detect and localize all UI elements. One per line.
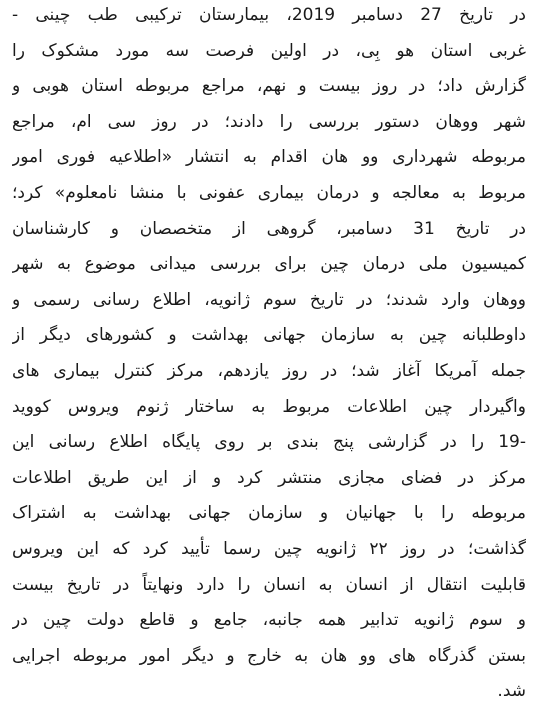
text-line: شهر ووهان دستور بررسی را دادند؛ در روز سی ام، مراجع: [12, 111, 526, 132]
text-line: در تاریخ 27 دسامبر 2019، بیمارستان ترکیبی طب چینی -: [12, 5, 526, 25]
text-line: غربی استان هو بِی، در اولین فرصت سه مورد مشکوک را: [12, 40, 526, 61]
text-line: مرکز در فضای مجازی منتشر کرد و از این طریق اطلاعات: [12, 467, 526, 488]
text-line: و سوم ژانویه تدابیر همه جانبه، جامع و قاطع دولت چین در: [12, 610, 526, 631]
text-line: ووهان وارد شدند؛ در تاریخ سوم ژانویه، اطلاع رسانی رسمی و: [12, 289, 526, 310]
text-line: داوطلبانه چین به سازمان جهانی بهداشت و کشورهای دیگر از: [12, 325, 526, 346]
text-line: مربوطه را با جهانیان و سازمان جهانی بهداشت به اشتراک: [12, 503, 526, 524]
text-line: جمله آمریکا آغاز شد؛ در روز یازدهم، مرکز کنترل بیماری های: [12, 360, 526, 381]
text-line: شد.: [497, 681, 526, 702]
text-line: مربوطه شهرداری وو هان اقدام به انتشار «اطلاعیه فوری امور: [12, 147, 526, 168]
text-line: گذاشت؛ در روز ۲۲ ژانویه چین رسما تأیید کرد که این ویروس: [12, 538, 526, 559]
text-line: مربوط به معالجه و درمان بیماری عفونی با منشا نامعلوم» کرد؛: [12, 182, 526, 203]
text-line: کمیسیون ملی درمان چین برای بررسی میدانی موضوع به شهر: [12, 254, 526, 275]
text-line: بستن گذرگاه های وو هان به خارج و دیگر امور مربوطه اجرایی: [12, 645, 526, 666]
text-line: واگیردار چین اطلاعات مربوط به ساختار ژنوم ویروس کووید: [12, 396, 526, 417]
text-line: گزارش داد؛ در روز بیست و نهم، مراجع مربوطه استان هوبی و: [12, 76, 526, 97]
text-line: قابلیت انتقال از انسان به انسان را دارد ونهایتاً در تاریخ بیست: [12, 574, 526, 595]
text-line: -19 را در گزارشی پنج بندی بر روی پایگاه اطلاع رسانی این: [12, 432, 526, 453]
text-line: در تاریخ 31 دسامبر، گروهی از متخصصان و کارشناسان: [12, 218, 526, 239]
